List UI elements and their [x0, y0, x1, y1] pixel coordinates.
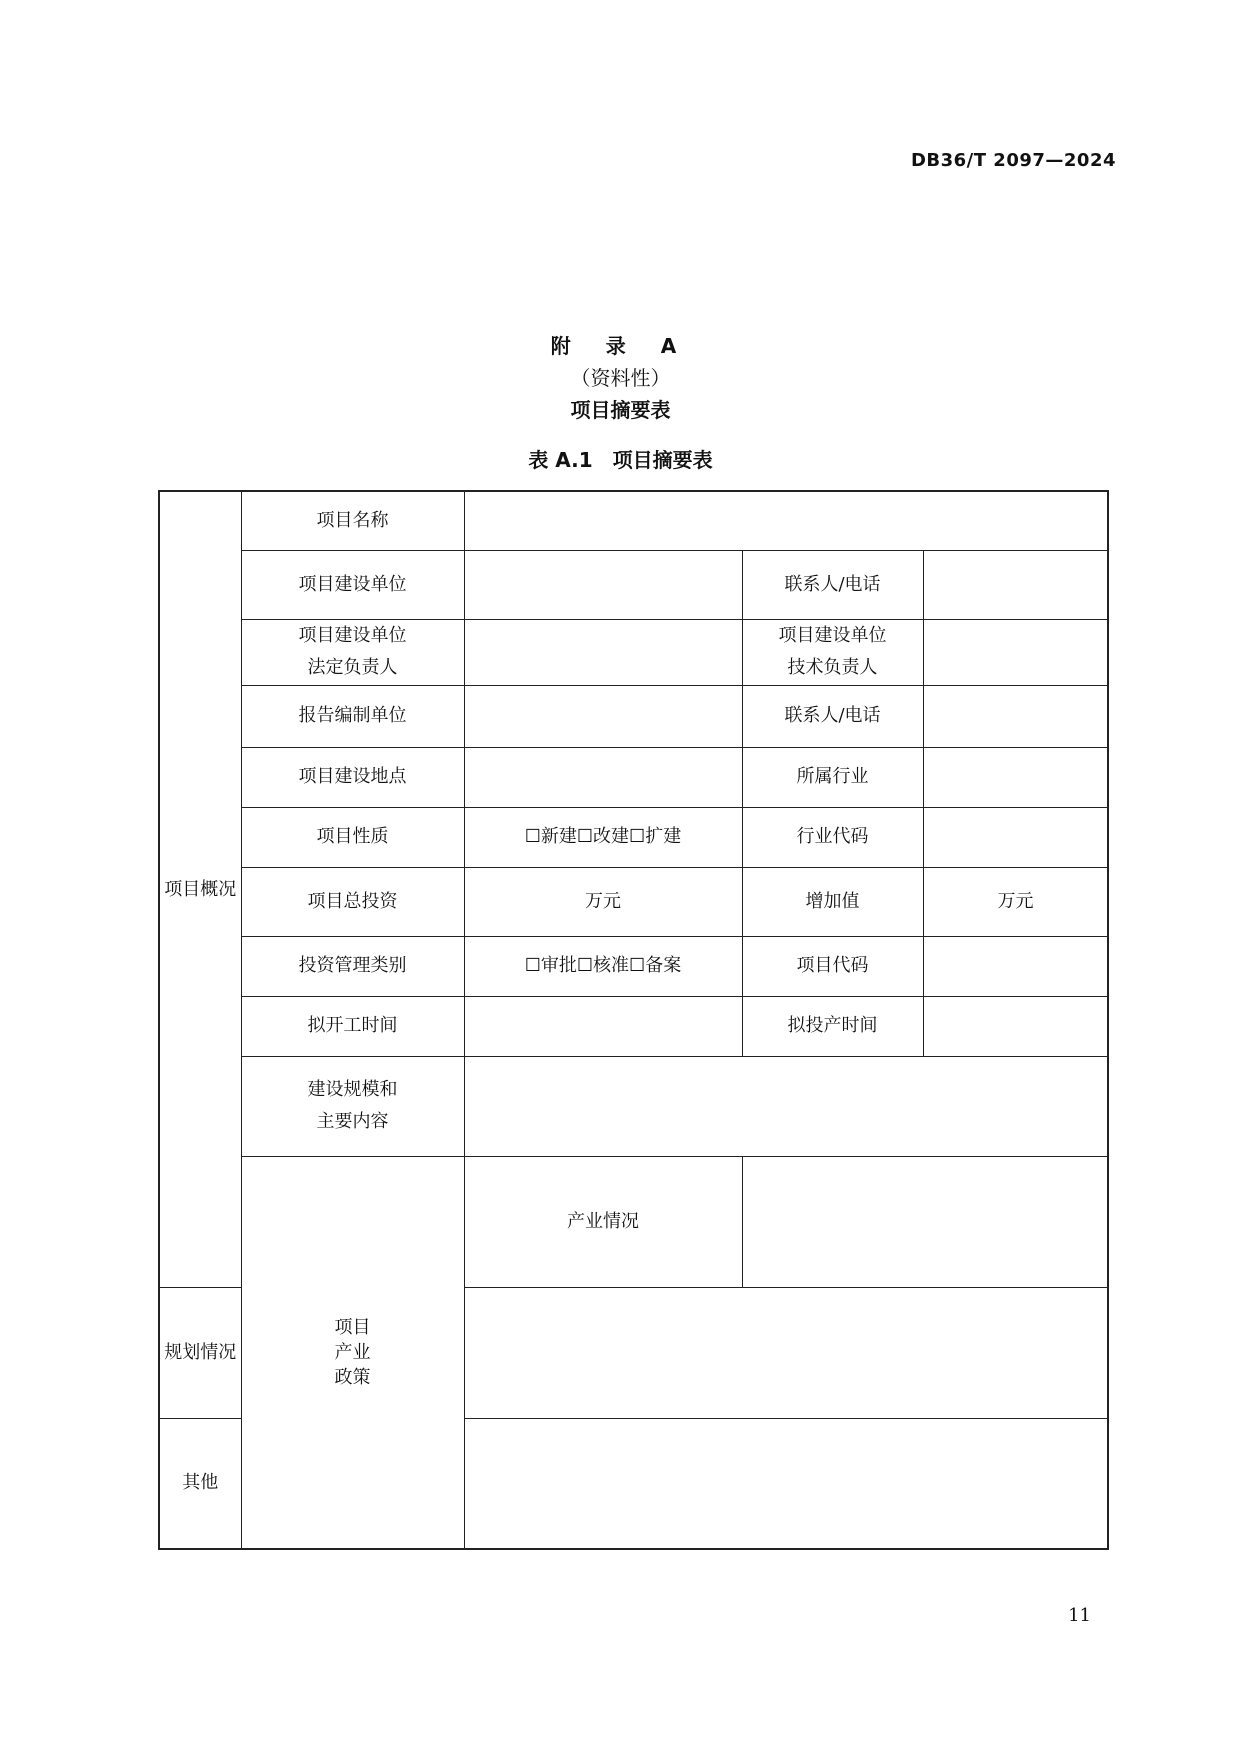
- row-label-industry-sector: 所属行业: [742, 747, 923, 807]
- row-label-project-code: 项目代码: [742, 936, 923, 996]
- row-label-other: 其他: [159, 1418, 241, 1549]
- tech-rep-value-cell[interactable]: [923, 619, 1108, 685]
- group-policy-label: 项目 产业 政策: [241, 1156, 464, 1549]
- mgmt-type-checkbox-options[interactable]: ☐审批☐核准☐备案: [464, 936, 742, 996]
- contact-phone-value-cell[interactable]: [923, 550, 1108, 619]
- row-label-total-investment: 项目总投资: [241, 867, 464, 936]
- total-investment-value-cell[interactable]: 万元: [464, 867, 742, 936]
- row-label-industry: 产业情况: [464, 1156, 742, 1287]
- table-caption: 表 A.1 项目摘要表: [528, 448, 713, 472]
- table-row: [159, 807, 1108, 867]
- appendix-label: 附 录 A: [550, 334, 691, 358]
- row-label-report-contact: 联系人/电话: [742, 685, 923, 747]
- row-label-tech-rep: 项目建设单位 技术负责人: [742, 619, 923, 685]
- table-row: [159, 1056, 1108, 1156]
- scale-value-cell[interactable]: [464, 1056, 1108, 1156]
- start-time-value-cell[interactable]: [464, 996, 742, 1056]
- appendix-heading: [0, 330, 1241, 426]
- project-code-value-cell[interactable]: [923, 936, 1108, 996]
- row-label-scale: 建设规模和 主要内容: [241, 1056, 464, 1156]
- row-label-location: 项目建设地点: [241, 747, 464, 807]
- row-label-planning: 规划情况: [159, 1287, 241, 1418]
- project-name-value-cell[interactable]: [464, 491, 1108, 550]
- row-label-legal-rep: 项目建设单位 法定负责人: [241, 619, 464, 685]
- added-value-value-cell[interactable]: 万元: [923, 867, 1108, 936]
- report-contact-value-cell[interactable]: [923, 685, 1108, 747]
- row-label-nature: 项目性质: [241, 807, 464, 867]
- table-row: [159, 550, 1108, 619]
- project-summary-table: [158, 490, 1109, 1550]
- row-label-build-unit: 项目建设单位: [241, 550, 464, 619]
- legal-rep-value-cell[interactable]: [464, 619, 742, 685]
- row-label-report-unit: 报告编制单位: [241, 685, 464, 747]
- page-number: 11: [1068, 1605, 1091, 1626]
- row-label-mgmt-type: 投资管理类别: [241, 936, 464, 996]
- table-row: [159, 685, 1108, 747]
- row-label-industry-code: 行业代码: [742, 807, 923, 867]
- table-row: [159, 996, 1108, 1056]
- production-time-value-cell[interactable]: [923, 996, 1108, 1056]
- standard-code: DB36/T 2097—2024: [910, 150, 1116, 171]
- appendix-title: 项目摘要表: [570, 398, 671, 422]
- row-label-start-time: 拟开工时间: [241, 996, 464, 1056]
- row-label-project-name: 项目名称: [241, 491, 464, 550]
- other-value-cell[interactable]: [464, 1418, 1108, 1549]
- appendix-nature: （资料性）: [570, 366, 671, 390]
- row-label-added-value: 增加值: [742, 867, 923, 936]
- row-label-contact-phone: 联系人/电话: [742, 550, 923, 619]
- table-row: [159, 1156, 1108, 1287]
- nature-checkbox-options[interactable]: ☐新建☐改建☐扩建: [464, 807, 742, 867]
- planning-value-cell[interactable]: [464, 1287, 1108, 1418]
- industry-value-cell[interactable]: [742, 1156, 1108, 1287]
- table-row: [159, 867, 1108, 936]
- group-overview-label: 项目概况: [159, 491, 241, 1287]
- industry-code-value-cell[interactable]: [923, 807, 1108, 867]
- table-row: [159, 747, 1108, 807]
- row-label-production-time: 拟投产时间: [742, 996, 923, 1056]
- industry-sector-value-cell[interactable]: [923, 747, 1108, 807]
- table-row: [159, 619, 1108, 685]
- table-row: [159, 491, 1108, 550]
- report-unit-value-cell[interactable]: [464, 685, 742, 747]
- build-unit-value-cell[interactable]: [464, 550, 742, 619]
- location-value-cell[interactable]: [464, 747, 742, 807]
- table-row: [159, 936, 1108, 996]
